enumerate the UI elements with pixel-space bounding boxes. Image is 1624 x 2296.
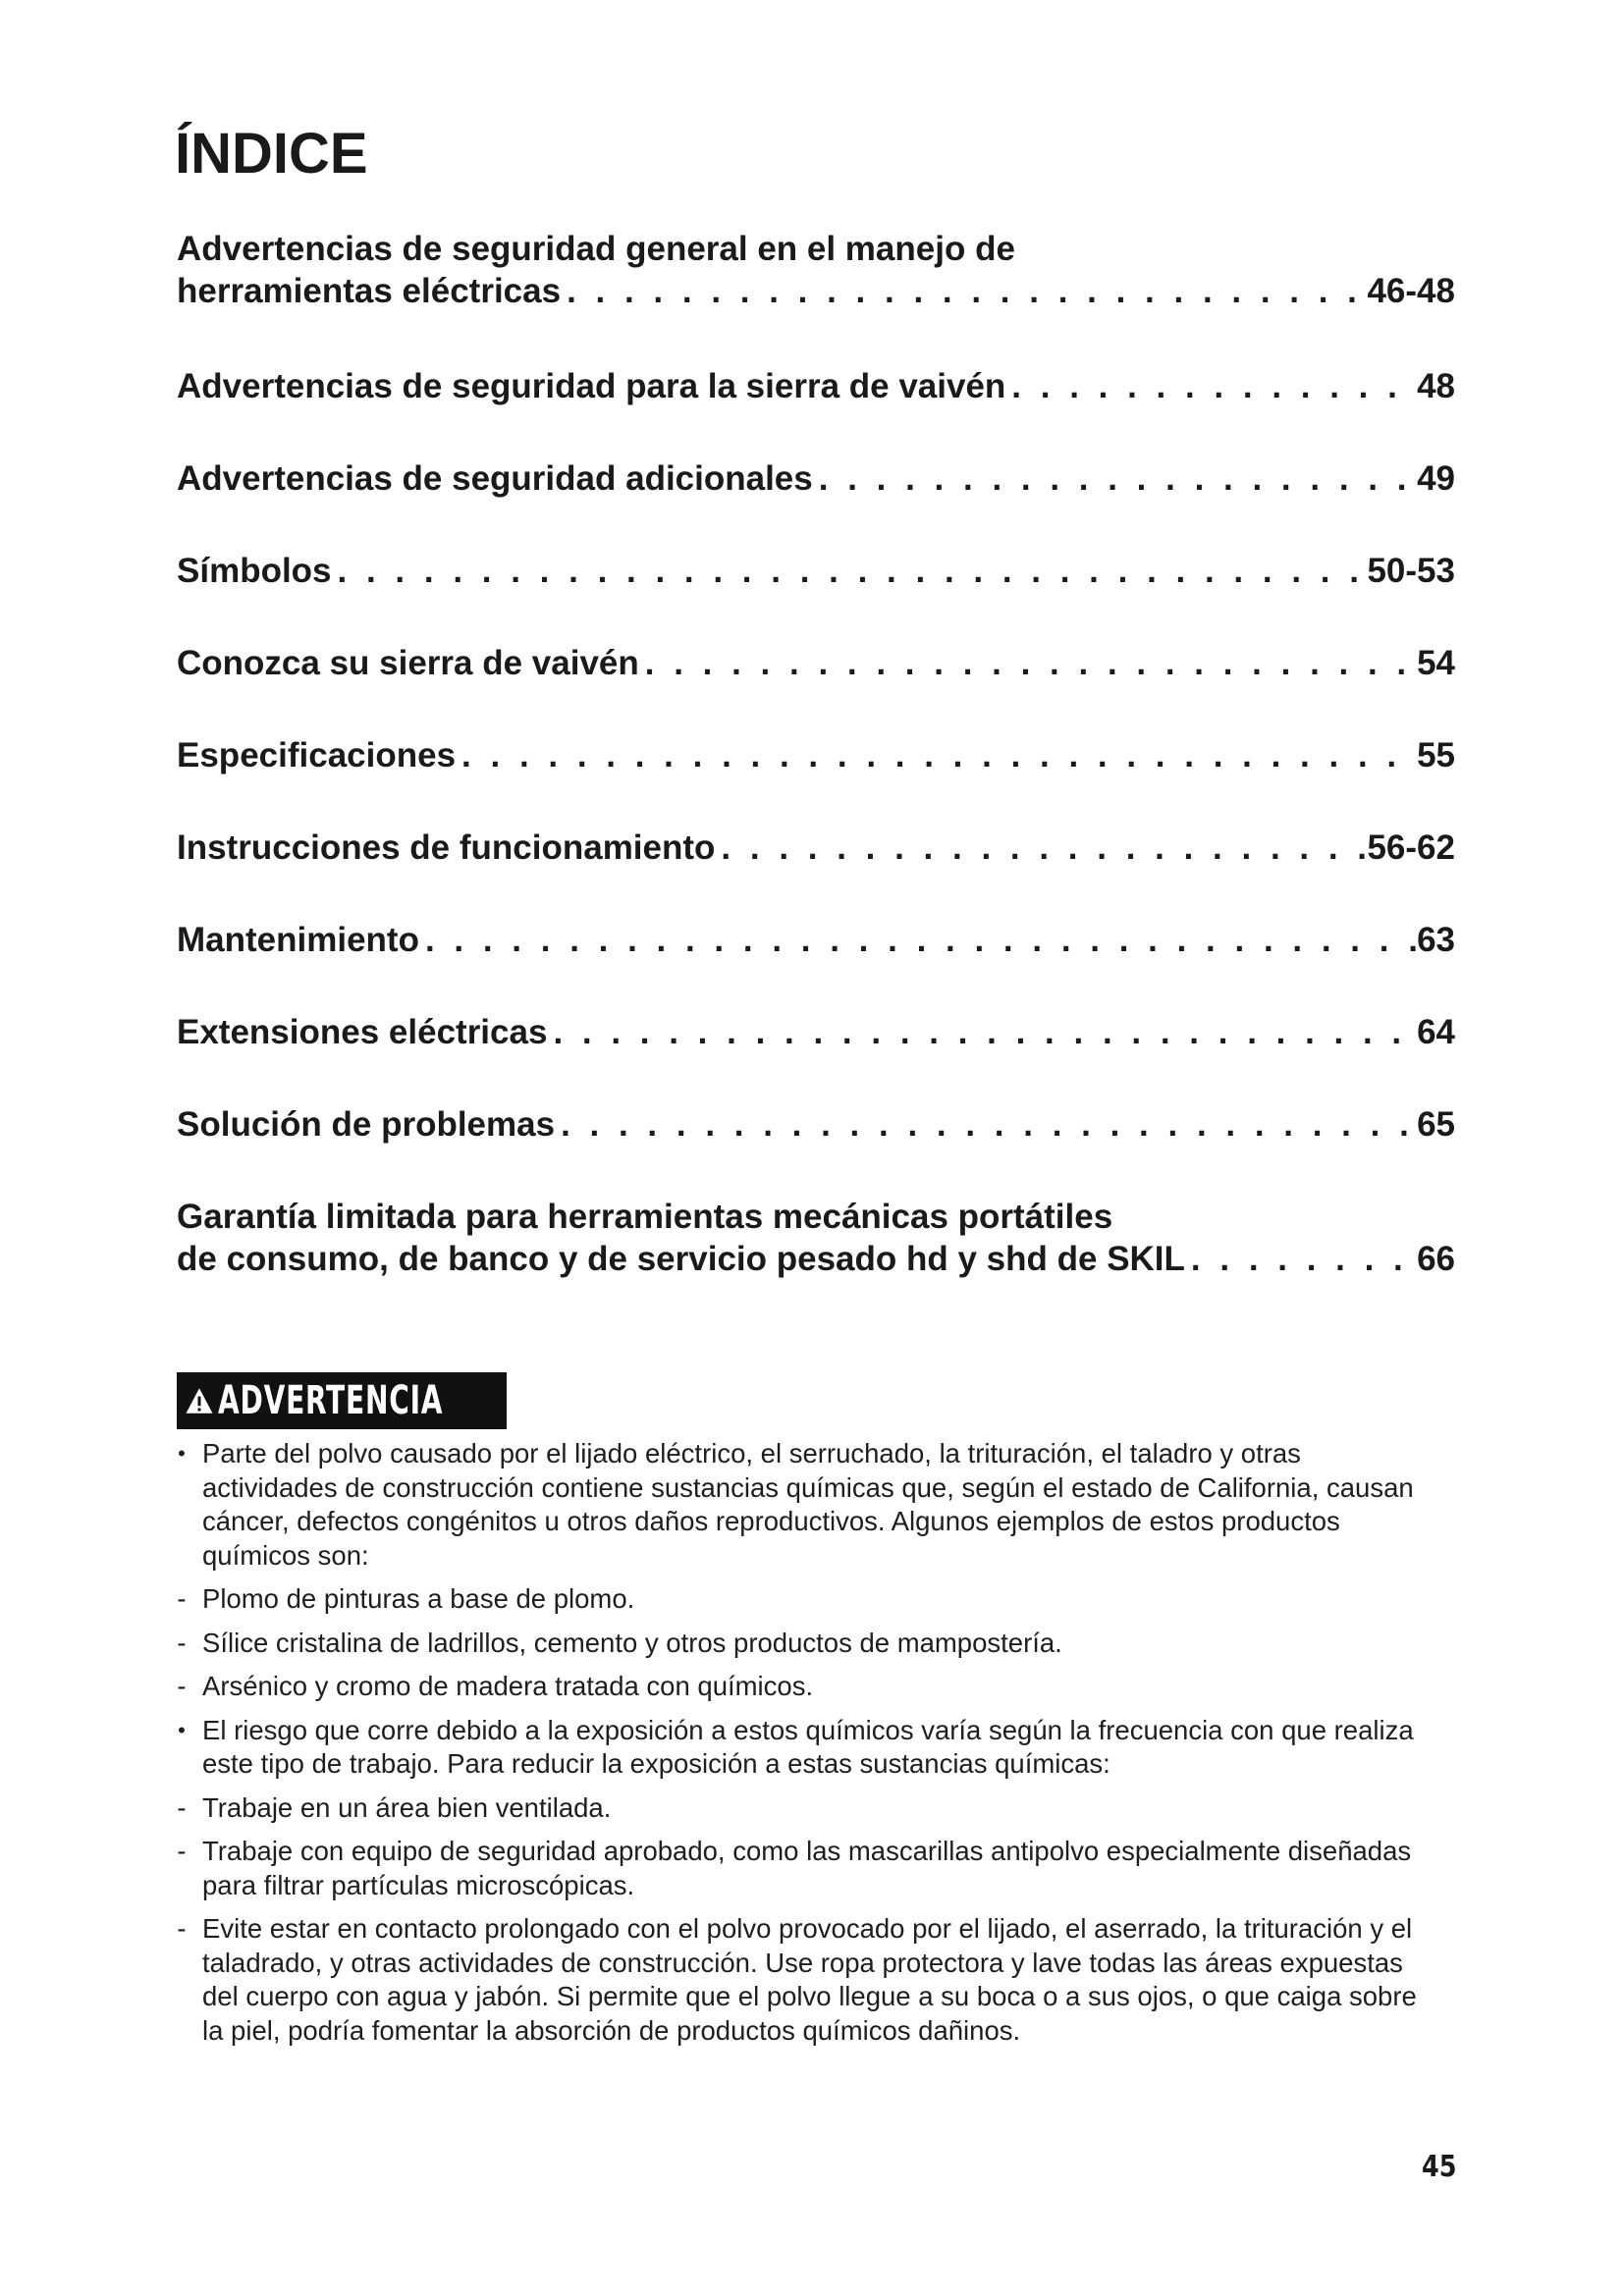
warning-item-text: Evite estar en contacto prolongado con el polvo provocado por el lijado, el aserrado, la trituración y el taladrado, y otras actividades de construcción. Use ropa protectora y lave todas las áreas expuestas del cuerpo con agua y jabón. Si permite que el polvo llegue a su boca o a sus ojos, o que caiga sobre la piel, podría fomentar la absorción de productos químicos dañinos.: [202, 1913, 1417, 2046]
warning-badge: [177, 1372, 507, 1429]
toc-entry: [177, 1196, 1455, 1280]
warning-list-item: [163, 1912, 1439, 2048]
toc-entry-title: Conozca su sierra de vaivén: [177, 644, 639, 682]
toc-entry-title: Mantenimiento: [177, 921, 419, 959]
toc-entry: [177, 642, 1455, 684]
dash-marker: -: [177, 1913, 187, 1944]
toc-entry: [177, 550, 1455, 592]
warning-item-text: Plomo de pinturas a base de plomo.: [202, 1583, 635, 1614]
dot-leader: [639, 642, 1417, 684]
bullet-marker: •: [178, 1717, 186, 1742]
toc-entry: [177, 734, 1455, 776]
toc-entry-title: Advertencias de seguridad para la sierra de vaivén: [177, 367, 1006, 405]
toc-entry: [177, 827, 1455, 869]
toc-entry-title: Especificaciones: [177, 736, 457, 774]
warning-label: ADVERTENCIA: [218, 1378, 444, 1423]
dash-marker: -: [177, 1627, 187, 1658]
toc-entry-title: Extensiones eléctricas: [177, 1013, 548, 1051]
toc-entry-pages: 66: [1417, 1240, 1455, 1278]
dot-leader: [419, 919, 1417, 961]
warning-item-text: Arsénico y cromo de madera tratada con químicos.: [202, 1671, 814, 1701]
warning-item-text: Sílice cristalina de ladrillos, cemento y otros productos de mampostería.: [202, 1627, 1062, 1658]
toc-entry-title: Advertencias de seguridad adicionales: [177, 459, 813, 498]
dash-marker: -: [177, 1791, 187, 1823]
toc-entry: [177, 1103, 1455, 1146]
dot-leader: [715, 827, 1367, 869]
toc-entry-pages: 55: [1417, 736, 1455, 774]
dot-leader: [456, 734, 1417, 776]
dot-leader: [561, 270, 1367, 312]
toc-entry-pages: 65: [1417, 1105, 1455, 1144]
toc-entry: [177, 365, 1455, 407]
warning-item-text: Trabaje con equipo de seguridad aprobado, como las mascarillas antipolvo especialmente diseñadas para filtrar partículas microscópicas.: [202, 1836, 1412, 1900]
dot-leader: [1185, 1238, 1417, 1280]
toc-entry: [177, 228, 1455, 312]
toc-entry-pages: 63: [1417, 921, 1455, 959]
toc-entry-title: Instrucciones de funcionamiento: [177, 828, 716, 867]
warning-list-item: [163, 1791, 1439, 1826]
toc-entry-title: de consumo, de banco y de servicio pesado hd y shd de SKIL: [177, 1240, 1185, 1278]
warning-item-text: Trabaje en un área bien ventilada.: [202, 1791, 612, 1823]
page-title: ÍNDICE: [175, 122, 368, 186]
warning-list-item: [163, 1437, 1439, 1573]
dash-marker: -: [177, 1583, 187, 1614]
dash-marker: -: [177, 1836, 187, 1866]
dot-leader: [813, 457, 1417, 500]
toc-entry-pages: 49: [1417, 459, 1455, 498]
warning-item-text: Parte del polvo causado por el lijado eléctrico, el serruchado, la trituración, el taladro y otras actividades de construcción contiene sustancias químicas que, según el estado de California, causan cáncer, defectos congénitos u otros daños reproductivos. Algunos ejemplos de estos productos químicos son:: [202, 1438, 1414, 1571]
dot-leader: [332, 550, 1368, 592]
warning-list-item: [163, 1835, 1439, 1902]
warning-triangle-icon: [185, 1381, 214, 1420]
warning-list-item: [163, 1582, 1439, 1617]
toc-entry-title: Advertencias de seguridad general en el manejo de: [177, 230, 1015, 268]
page-number: 45: [1422, 2150, 1457, 2184]
toc-entry: [177, 457, 1455, 500]
toc-entry-pages: 54: [1417, 644, 1455, 682]
warning-list-item: [163, 1670, 1439, 1704]
warning-item-text: El riesgo que corre debido a la exposición a estos químicos varía según la frecuencia con que realiza este tipo de trabajo. Para reducir la exposición a estas sustancias químicas:: [202, 1714, 1414, 1779]
toc-entry-title: Garantía limitada para herramientas mecánicas portátiles: [177, 1198, 1113, 1236]
toc-entry: [177, 919, 1455, 961]
toc-entry-pages: 50-53: [1367, 552, 1455, 590]
toc-entry-pages: 56-62: [1367, 828, 1455, 867]
toc-entry-pages: 64: [1417, 1013, 1455, 1051]
bullet-marker: •: [178, 1441, 186, 1466]
dot-leader: [547, 1011, 1417, 1053]
warning-list-item: [163, 1627, 1439, 1661]
dash-marker: -: [177, 1671, 187, 1701]
warning-list: [163, 1437, 1439, 2057]
toc-entry-title: Solución de problemas: [177, 1105, 556, 1144]
toc-entry-title: herramientas eléctricas: [177, 272, 562, 310]
warning-list-item: [163, 1714, 1439, 1782]
toc-entry-title: Símbolos: [177, 552, 332, 590]
dot-leader: [1005, 365, 1417, 407]
toc-entry-pages: 46-48: [1367, 272, 1455, 310]
toc-entry-pages: 48: [1417, 367, 1455, 405]
toc-entry: [177, 1011, 1455, 1053]
dot-leader: [555, 1103, 1417, 1146]
